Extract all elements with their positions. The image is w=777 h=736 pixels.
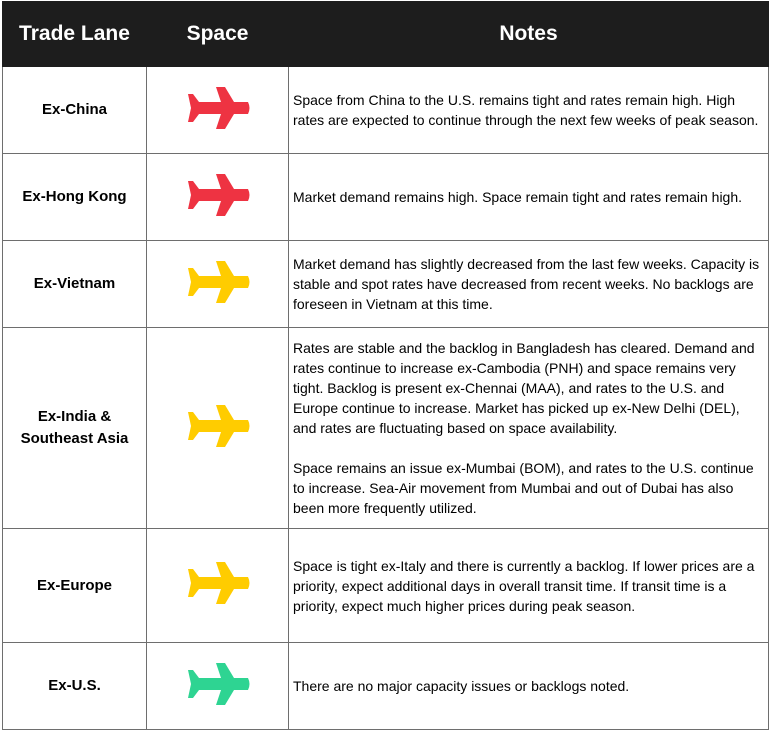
table-row xyxy=(3,67,769,154)
header-trade-lane: Trade Lane xyxy=(3,2,147,67)
airplane-icon xyxy=(185,659,251,709)
airplane-icon xyxy=(185,257,251,307)
space-cell xyxy=(147,154,289,241)
space-cell xyxy=(147,529,289,643)
airplane-icon xyxy=(185,83,251,133)
space-cell xyxy=(147,67,289,154)
space-cell xyxy=(147,241,289,328)
header-notes: Notes xyxy=(289,2,769,67)
header-space: Space xyxy=(147,2,289,67)
note-text: Market demand remains high. Space remain tight and rates remain high. xyxy=(293,189,743,205)
note-text: There are no major capacity issues or backlogs noted. xyxy=(293,678,630,694)
lane-name: Ex-China xyxy=(3,67,147,154)
lane-name: Ex-Vietnam xyxy=(3,241,147,328)
note-text: Space remains an issue ex-Mumbai (BOM), and rates to the U.S. continue to increase. Sea-Air movement from Mumbai and out of Dubai has also been more frequently utilized. xyxy=(293,460,754,516)
notes-cell xyxy=(289,529,769,643)
airplane-icon xyxy=(185,558,251,608)
notes-cell xyxy=(289,154,769,241)
header-row xyxy=(3,2,769,67)
note-text: Market demand has slightly decreased from the last few weeks. Capacity is stable and spot rates have decreased from recent weeks. No backlogs are foreseen in Vietnam at this time. xyxy=(293,256,760,312)
space-cell xyxy=(147,328,289,529)
notes-cell xyxy=(289,67,769,154)
lane-name: Ex-U.S. xyxy=(3,643,147,730)
notes-cell xyxy=(289,643,769,730)
table-row xyxy=(3,328,769,529)
lane-name: Ex-India & Southeast Asia xyxy=(3,328,147,529)
table-row xyxy=(3,241,769,328)
lane-name: Ex-Europe xyxy=(3,529,147,643)
note-text: Rates are stable and the backlog in Bangladesh has cleared. Demand and rates continue to increase ex-Cambodia (PNH) and space remains very tight. Backlog is present ex-Chennai (MAA), and rates to the U.S. and Europe continue to increase. Market has picked up ex-New Delhi (DEL), and rates are fluctuating based on space availability. xyxy=(293,340,755,436)
note-text: Space is tight ex-Italy and there is currently a backlog. If lower prices are a priority, expect additional days in overall transit time. If transit time is a priority, expect much higher prices during peak season. xyxy=(293,557,755,614)
lane-name: Ex-Hong Kong xyxy=(3,154,147,241)
table-row xyxy=(3,154,769,241)
space-cell xyxy=(147,643,289,730)
trade-lane-table xyxy=(2,1,769,730)
table-row xyxy=(3,643,769,730)
airplane-icon xyxy=(185,401,251,451)
notes-cell xyxy=(289,241,769,328)
airplane-icon xyxy=(185,170,251,220)
notes-cell xyxy=(289,328,769,529)
note-text: Space from China to the U.S. remains tight and rates remain high. High rates are expected to continue through the next few weeks of peak season. xyxy=(293,92,759,128)
table-row xyxy=(3,529,769,643)
